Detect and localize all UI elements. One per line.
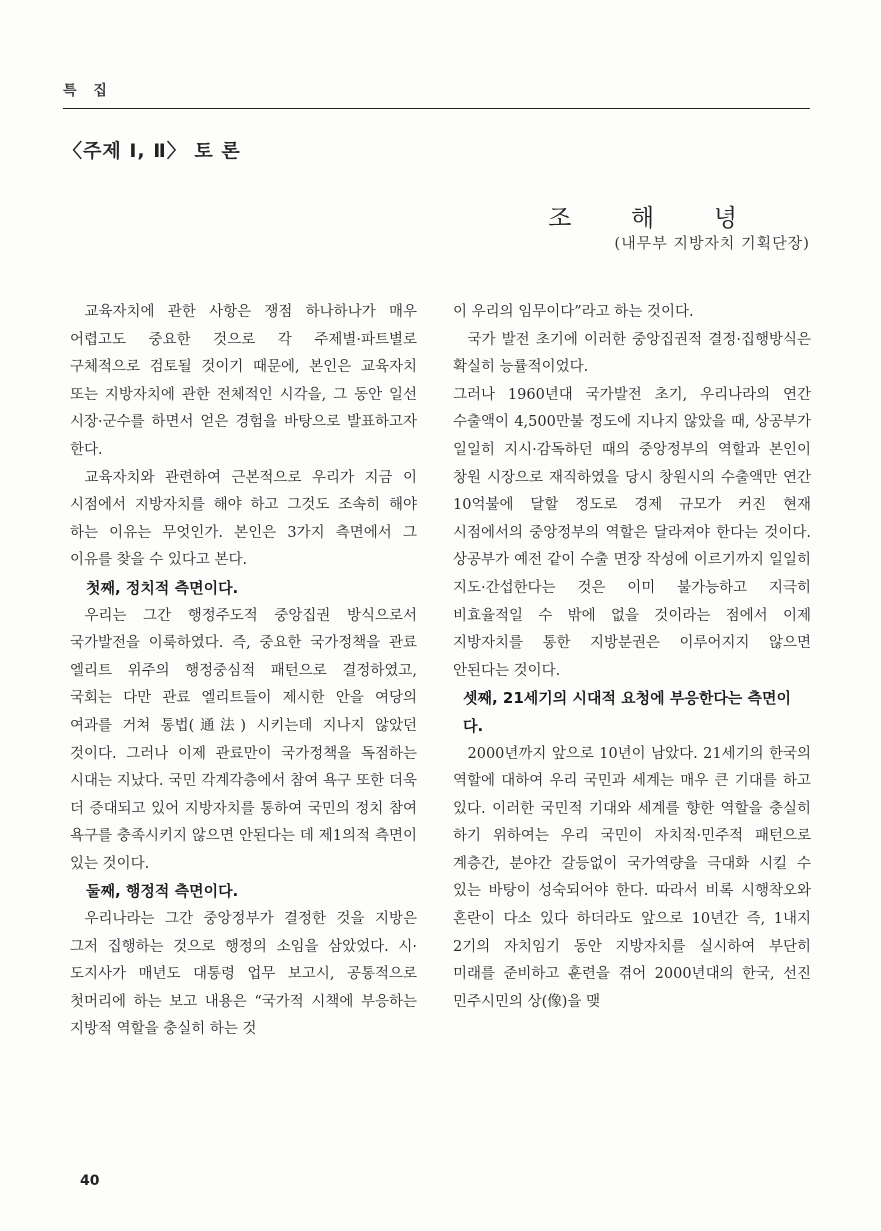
- paragraph: 우리나라는 그간 중앙정부가 결정한 것을 지방은 그저 집행하는 것으로 행정의 소임을 삼았었다. 시·도지사가 매년도 대통령 업무 보고시, 공통적으로 첫머리에 하는 보고 내용은 “국가적 시책에 부응하는 지방적 역할을 충실히 하는 것: [70, 911, 417, 1038]
- subheading-administrative: 둘째, 행정적 측면이다.: [86, 882, 239, 901]
- paragraph: 교육자치와 관련하여 근본적으로 우리가 지금 이 시점에서 지방자치를 해야 하고 그것도 조속히 해야 하는 이유는 무엇인가. 본인은 3가지 측면에서 그 이유를 찾을 수 있다고 본다.: [70, 469, 417, 569]
- subheading-political: 첫째, 정치적 측면이다.: [86, 578, 239, 597]
- paragraph: 그러나 1960년대 국가발전 초기, 우리나라의 연간 수출액이 4,500만불 정도에 지나지 않았을 때, 상공부가 일일히 지시·감독하던 때의 중앙정부의 역할과 본인이 창원 시장으로 재직하였을 당시 창원시의 수출액만 연간 10억불에 달할 정도로 경제 규모가 커진 현재 시점에서의 중앙정부의 역할은 달라져야 한다는 것이다. 상공부가 예전 같이 수출 면장 작성에 이르기까지 일일히 지도·간섭한다는 것은 이미 불가능하고 지극히 비효율적일 수 밖에 없을 것이라는 점에서 이제 지방자치를 통한 지방분권은 이루어지지 않으면 안된다는 것이다.: [453, 386, 811, 679]
- page-number: 40: [80, 1173, 100, 1189]
- paragraph: 이 우리의 임무이다”라고 하는 것이다.: [453, 304, 694, 320]
- paragraph: 2000년까지 앞으로 10년이 남았다. 21세기의 한국의 역할에 대하여 우리 국민과 세계는 매우 큰 기대를 하고 있다. 이러한 국민적 기대와 세계를 향한 역할을 충실히 하기 위하여는 우리 국민이 자치적·민주적 패턴으로 계층간, 분야간 갈등없이 국가역량을 극대화 시킬 수 있는 바탕이 성숙되어야 한다. 따라서 비록 시행착오와 혼란이 다소 있다 하더라도 앞으로 10년간 즉, 1내지 2기의 자치임기 동안 지방자치를 실시하여 부단히 미래를 준비하고 훈련을 겪어 2000년대의 한국, 선진 민주시민의 상(像)을 맺: [453, 745, 811, 1010]
- paragraph: 국가 발전 초기에 이러한 중앙집권적 결정·집행방식은 확실히 능률적이었다.: [453, 331, 811, 376]
- author-name: 조 해 녕: [548, 204, 763, 232]
- subheading-21st-century: 셋째, 21세기의 시대적 요청에 부응한다는 측면이다.: [463, 689, 791, 735]
- paragraph: 교육자치에 관한 사항은 쟁점 하나하나가 매우 어렵고도 중요한 것으로 각 주제별·파트별로 구체적으로 검토될 것이기 때문에, 본인은 교육자치 또는 지방자치에 관한 전체적인 시각을, 그 동안 일선 시장·군수를 하면서 얻은 경험을 바탕으로 발표하고자 한다.: [70, 304, 417, 458]
- topic-title: 〈주제 Ⅰ, Ⅱ〉 토 론: [63, 140, 241, 162]
- left-column: [70, 299, 417, 1044]
- section-label: 특 집: [63, 83, 113, 99]
- paragraph: 우리는 그간 행정주도적 중앙집권 방식으로서 국가발전을 이룩하였다. 즉, 중요한 국가정책을 관료 엘리트 위주의 행정중심적 패턴으로 결정하였고, 국회는 다만 관료 엘리트들이 제시한 안을 여당의 여과를 거쳐 통법(通法) 시키는데 지나지 않았던 것이다. 그러나 이제 관료만이 국가정책을 독점하는 시대는 지났다. 국민 각계각층에서 참여 욕구 또한 더욱 더 증대되고 있어 지방자치를 통하여 국민의 정치 참여 욕구를 충족시키지 않으면 안된다는 데 제1의적 측면이 있는 것이다.: [70, 607, 417, 872]
- right-column: [453, 299, 811, 1016]
- header-rule: [63, 108, 810, 109]
- author-affiliation: (내무부 지방자치 기획단장): [614, 234, 810, 252]
